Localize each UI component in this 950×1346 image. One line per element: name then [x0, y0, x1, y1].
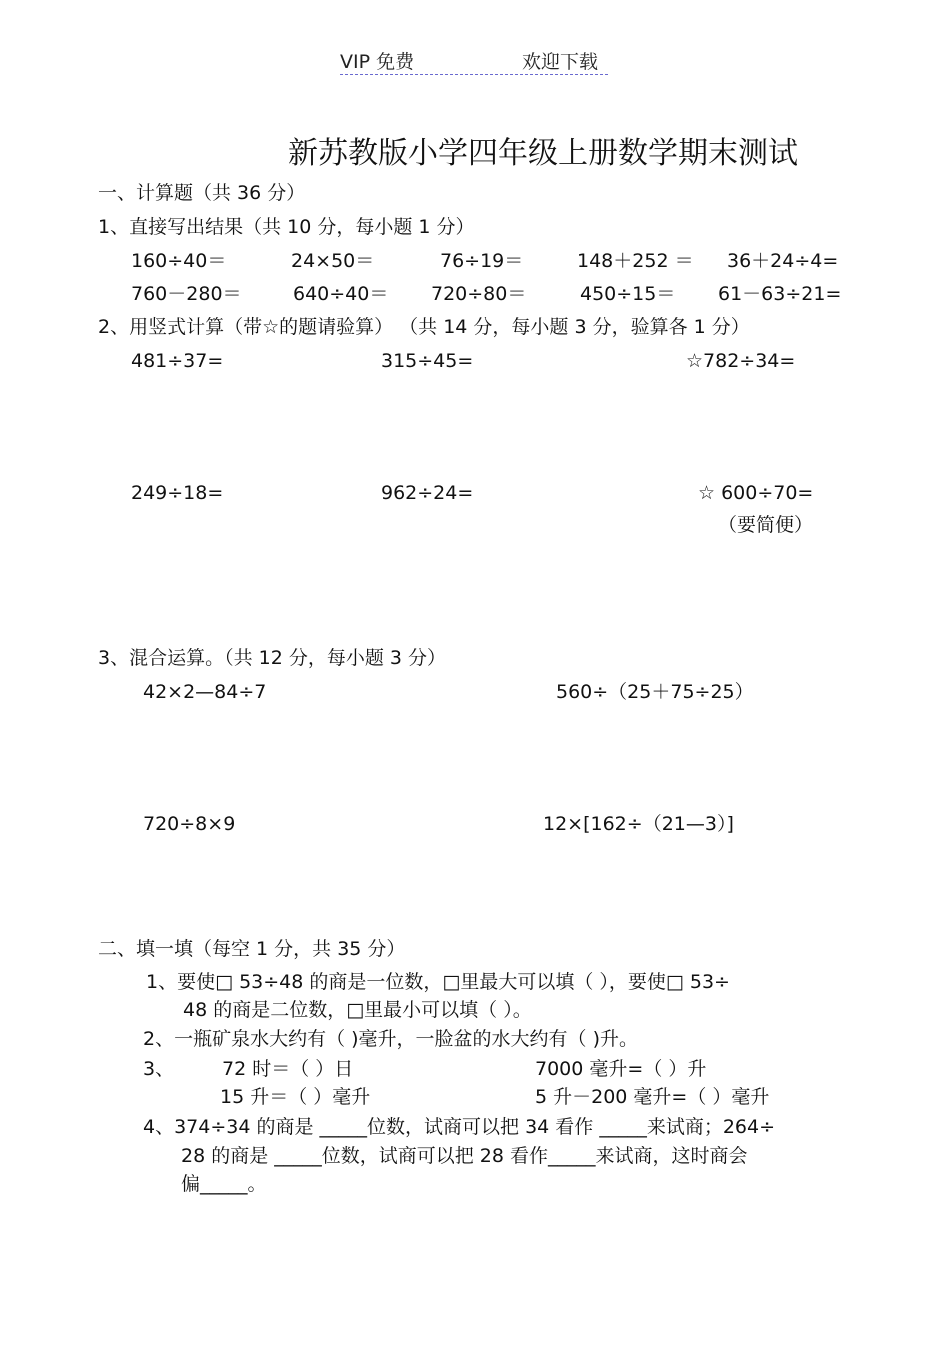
q1-item: 640÷40＝ [293, 283, 389, 305]
q2-heading: 2、用竖式计算（带☆的题请验算） （共 14 分，每小题 3 分，验算各 1 分） [98, 316, 750, 338]
q2-item: 249÷18= [131, 482, 224, 504]
q3-item: 42×2—84÷7 [143, 681, 267, 703]
fill-q4-line1: 4、374÷34 的商是 _____位数，试商可以把 34 看作 _____来试商；264÷ [143, 1116, 776, 1138]
fill-q1-line2: 48 的商是二位数，□里最小可以填（ ）。 [183, 999, 532, 1021]
section1-heading: 一、计算题（共 36 分） [98, 182, 306, 204]
q3-item: 720÷8×9 [143, 813, 236, 835]
q3-heading: 3、混合运算。（共 12 分，每小题 3 分） [98, 647, 447, 669]
q2-item: ☆ 600÷70= [698, 482, 814, 504]
header-underline [340, 74, 608, 75]
q1-item: 24×50＝ [291, 250, 375, 272]
header-download: 欢迎下载 [522, 51, 599, 73]
fill-q4-line2: 28 的商是 _____位数，试商可以把 28 看作_____来试商，这时商会 [181, 1145, 748, 1167]
q1-item: 720÷80＝ [431, 283, 527, 305]
page-title: 新苏教版小学四年级上册数学期末测试 [288, 136, 798, 171]
q1-item: 148＋252 ＝ [577, 250, 694, 272]
q1-item: 36＋24÷4= [727, 250, 839, 272]
q2-item: 962÷24= [381, 482, 474, 504]
q3-item: 12×[162÷（21—3）] [543, 813, 734, 835]
q2-item: 315÷45= [381, 350, 474, 372]
q2-note: （要简便） [718, 514, 814, 536]
q3-item: 560÷（25＋75÷25） [556, 681, 754, 703]
fill-q3-c: 15 升＝（ ）毫升 [220, 1086, 371, 1108]
q1-item: 160÷40＝ [131, 250, 227, 272]
fill-q3-a: 72 时＝（ ）日 [222, 1058, 354, 1080]
fill-q3-d: 5 升－200 毫升=（ ）毫升 [535, 1086, 770, 1108]
q2-item: ☆782÷34= [686, 350, 796, 372]
q2-item: 481÷37= [131, 350, 224, 372]
fill-q1-line1: 1、要使□ 53÷48 的商是一位数，□里最大可以填（ ），要使□ 53÷ [146, 971, 730, 993]
q1-item: 76÷19＝ [440, 250, 524, 272]
q1-item: 450÷15＝ [580, 283, 676, 305]
fill-q2: 2、一瓶矿泉水大约有（ )毫升，一脸盆的水大约有（ )升。 [143, 1028, 638, 1050]
fill-q4-line3: 偏_____。 [181, 1173, 267, 1195]
fill-q3-b: 7000 毫升=（ ）升 [535, 1058, 707, 1080]
q1-item: 760－280＝ [131, 283, 242, 305]
q1-item: 61－63÷21= [718, 283, 842, 305]
section2-heading: 二、填一填（每空 1 分，共 35 分） [98, 938, 406, 960]
header-vip: VIP 免费 [340, 51, 415, 73]
fill-q3-label: 3、 [143, 1058, 175, 1080]
q1-heading: 1、直接写出结果（共 10 分，每小题 1 分） [98, 216, 475, 238]
